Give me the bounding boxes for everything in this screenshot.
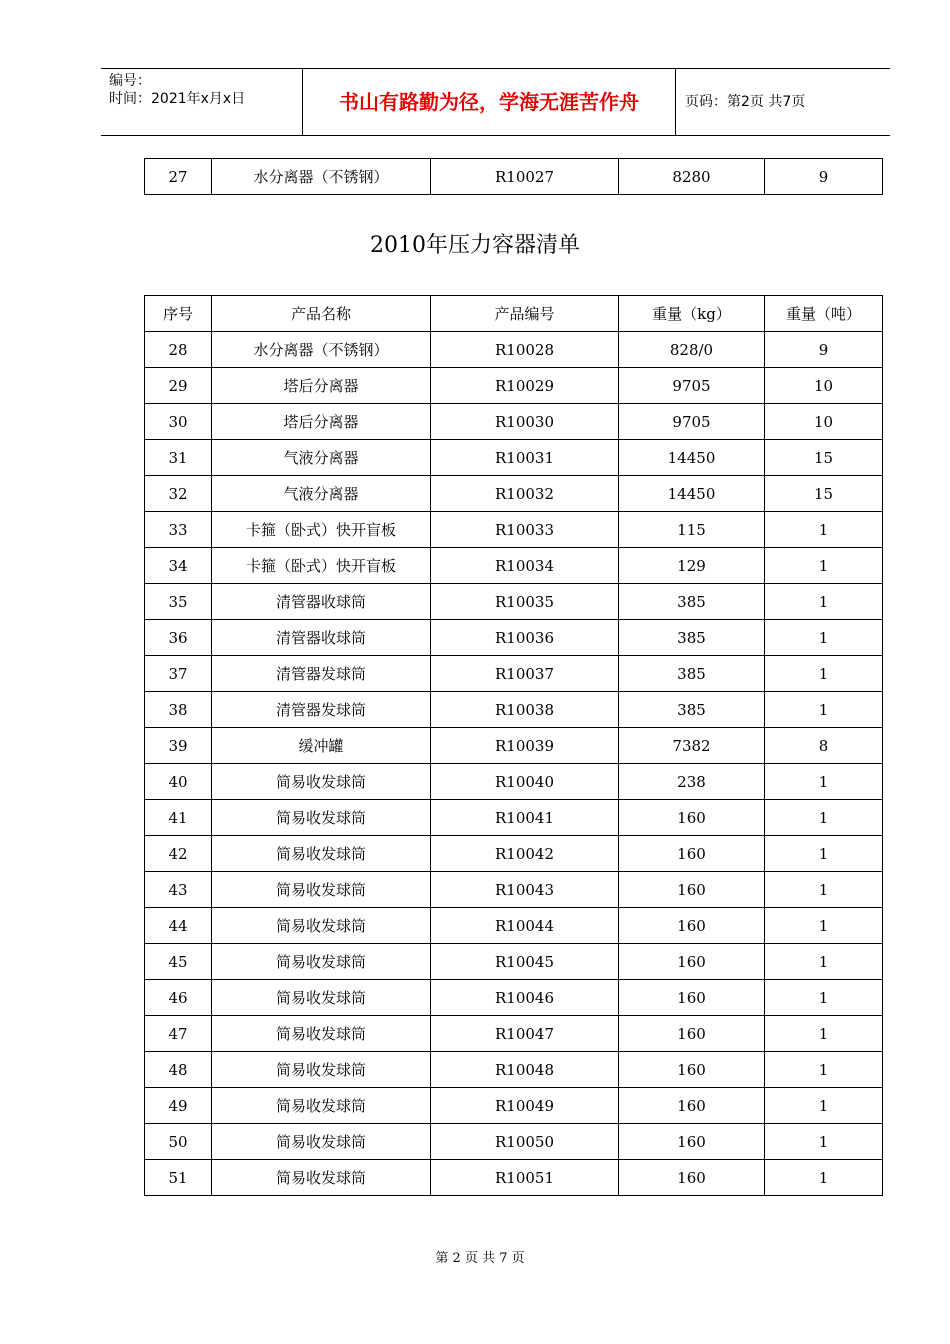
cell-product-name: 简易收发球筒 [212, 1088, 431, 1124]
cell-index: 35 [145, 584, 212, 620]
table-row [145, 159, 883, 195]
table-row [145, 512, 883, 548]
cell-product-name: 水分离器（不锈钢） [212, 159, 431, 195]
cell-weight-kg: 9705 [619, 404, 765, 440]
cell-product-name: 清管器发球筒 [212, 692, 431, 728]
cell-index: 51 [145, 1160, 212, 1196]
cell-weight-kg: 14450 [619, 440, 765, 476]
column-header-weight-kg: 重量（kg） [619, 296, 765, 332]
cell-weight-kg: 160 [619, 944, 765, 980]
cell-weight-kg: 160 [619, 980, 765, 1016]
cell-weight-ton: 1 [765, 944, 883, 980]
cell-weight-kg: 9705 [619, 368, 765, 404]
cell-index: 33 [145, 512, 212, 548]
cell-index: 39 [145, 728, 212, 764]
table-row [145, 944, 883, 980]
cell-weight-kg: 385 [619, 692, 765, 728]
table-row [145, 404, 883, 440]
cell-product-code: R10050 [431, 1124, 619, 1160]
table-row [145, 1052, 883, 1088]
table-row [145, 836, 883, 872]
cell-weight-kg: 160 [619, 872, 765, 908]
cell-product-name: 简易收发球筒 [212, 872, 431, 908]
cell-index: 43 [145, 872, 212, 908]
table-row [145, 980, 883, 1016]
cell-index: 46 [145, 980, 212, 1016]
cell-product-code: R10034 [431, 548, 619, 584]
cell-weight-ton: 1 [765, 1160, 883, 1196]
cell-product-name: 简易收发球筒 [212, 764, 431, 800]
cell-product-code: R10033 [431, 512, 619, 548]
cell-weight-ton: 1 [765, 1016, 883, 1052]
table-row [145, 908, 883, 944]
cell-index: 34 [145, 548, 212, 584]
table-row [145, 548, 883, 584]
cell-product-name: 简易收发球筒 [212, 1160, 431, 1196]
continued-table [144, 158, 883, 195]
cell-weight-kg: 8280 [619, 159, 765, 195]
cell-weight-ton: 1 [765, 620, 883, 656]
cell-weight-ton: 1 [765, 512, 883, 548]
cell-product-code: R10041 [431, 800, 619, 836]
cell-weight-ton: 1 [765, 1124, 883, 1160]
table-row [145, 692, 883, 728]
cell-product-code: R10049 [431, 1088, 619, 1124]
pressure-vessel-table [144, 295, 883, 1196]
cell-product-code: R10028 [431, 332, 619, 368]
cell-index: 28 [145, 332, 212, 368]
cell-index: 42 [145, 836, 212, 872]
cell-product-code: R10029 [431, 368, 619, 404]
document-title: 2010年压力容器清单 [370, 233, 580, 258]
table-row [145, 620, 883, 656]
table-row [145, 332, 883, 368]
cell-index: 48 [145, 1052, 212, 1088]
cell-weight-ton: 9 [765, 159, 883, 195]
cell-weight-kg: 160 [619, 1124, 765, 1160]
cell-weight-kg: 115 [619, 512, 765, 548]
cell-weight-kg: 160 [619, 1016, 765, 1052]
cell-weight-ton: 1 [765, 656, 883, 692]
table-row [145, 584, 883, 620]
cell-weight-ton: 1 [765, 764, 883, 800]
cell-product-code: R10035 [431, 584, 619, 620]
cell-weight-kg: 828/0 [619, 332, 765, 368]
cell-weight-ton: 9 [765, 332, 883, 368]
table-row [145, 368, 883, 404]
cell-weight-ton: 1 [765, 800, 883, 836]
cell-index: 38 [145, 692, 212, 728]
cell-product-code: R10044 [431, 908, 619, 944]
cell-product-code: R10032 [431, 476, 619, 512]
table-row [145, 728, 883, 764]
cell-product-code: R10040 [431, 764, 619, 800]
cell-product-name: 清管器收球筒 [212, 584, 431, 620]
table-row [145, 1124, 883, 1160]
cell-weight-kg: 129 [619, 548, 765, 584]
cell-index: 50 [145, 1124, 212, 1160]
cell-weight-ton: 1 [765, 1088, 883, 1124]
cell-index: 32 [145, 476, 212, 512]
cell-product-code: R10043 [431, 872, 619, 908]
cell-weight-ton: 1 [765, 980, 883, 1016]
cell-product-code: R10038 [431, 692, 619, 728]
table-row [145, 476, 883, 512]
cell-weight-ton: 8 [765, 728, 883, 764]
cell-product-name: 简易收发球筒 [212, 944, 431, 980]
cell-product-name: 简易收发球筒 [212, 1124, 431, 1160]
table-row [145, 764, 883, 800]
cell-weight-ton: 1 [765, 584, 883, 620]
cell-index: 37 [145, 656, 212, 692]
cell-weight-kg: 385 [619, 584, 765, 620]
table-row [145, 1016, 883, 1052]
column-header-product-name: 产品名称 [212, 296, 431, 332]
column-header-index: 序号 [145, 296, 212, 332]
document-time-label: 时间：2021年x月x日 [109, 91, 246, 107]
cell-weight-kg: 160 [619, 1160, 765, 1196]
table-body [145, 332, 883, 1196]
column-header-weight-ton: 重量（吨） [765, 296, 883, 332]
cell-product-name: 气液分离器 [212, 476, 431, 512]
cell-product-name: 卡箍（卧式）快开盲板 [212, 548, 431, 584]
table-row [145, 1088, 883, 1124]
table-row [145, 440, 883, 476]
header-page-info: 页码：第2页 共7页 [685, 94, 806, 110]
cell-product-code: R10039 [431, 728, 619, 764]
cell-product-name: 简易收发球筒 [212, 908, 431, 944]
cell-weight-ton: 10 [765, 404, 883, 440]
cell-index: 30 [145, 404, 212, 440]
cell-product-code: R10030 [431, 404, 619, 440]
table-header-row [145, 296, 883, 332]
cell-index: 31 [145, 440, 212, 476]
page-header [101, 68, 890, 136]
cell-index: 47 [145, 1016, 212, 1052]
cell-product-name: 简易收发球筒 [212, 980, 431, 1016]
cell-index: 45 [145, 944, 212, 980]
cell-weight-ton: 1 [765, 692, 883, 728]
cell-weight-kg: 160 [619, 800, 765, 836]
cell-weight-kg: 7382 [619, 728, 765, 764]
cell-product-code: R10047 [431, 1016, 619, 1052]
cell-product-code: R10031 [431, 440, 619, 476]
cell-product-code: R10037 [431, 656, 619, 692]
cell-product-name: 简易收发球筒 [212, 1052, 431, 1088]
cell-weight-ton: 1 [765, 1052, 883, 1088]
cell-weight-kg: 14450 [619, 476, 765, 512]
cell-index: 27 [145, 159, 212, 195]
cell-product-name: 卡箍（卧式）快开盲板 [212, 512, 431, 548]
cell-index: 41 [145, 800, 212, 836]
cell-product-code: R10046 [431, 980, 619, 1016]
cell-index: 36 [145, 620, 212, 656]
cell-index: 40 [145, 764, 212, 800]
cell-product-name: 清管器收球筒 [212, 620, 431, 656]
cell-weight-kg: 160 [619, 1088, 765, 1124]
cell-product-code: R10036 [431, 620, 619, 656]
header-motto: 书山有路勤为径，学海无涯苦作舟 [302, 69, 676, 135]
cell-product-name: 气液分离器 [212, 440, 431, 476]
cell-index: 44 [145, 908, 212, 944]
table-row [145, 800, 883, 836]
cell-index: 29 [145, 368, 212, 404]
cell-weight-ton: 1 [765, 548, 883, 584]
table-row [145, 872, 883, 908]
header-meta [101, 69, 302, 135]
cell-product-code: R10051 [431, 1160, 619, 1196]
document-number-label: 编号： [109, 73, 151, 89]
cell-product-name: 水分离器（不锈钢） [212, 332, 431, 368]
cell-weight-kg: 160 [619, 836, 765, 872]
cell-product-code: R10048 [431, 1052, 619, 1088]
cell-product-name: 简易收发球筒 [212, 1016, 431, 1052]
cell-weight-ton: 15 [765, 476, 883, 512]
cell-product-code: R10045 [431, 944, 619, 980]
cell-weight-ton: 15 [765, 440, 883, 476]
cell-weight-kg: 385 [619, 620, 765, 656]
cell-weight-ton: 10 [765, 368, 883, 404]
column-header-product-code: 产品编号 [431, 296, 619, 332]
cell-product-name: 缓冲罐 [212, 728, 431, 764]
cell-weight-kg: 385 [619, 656, 765, 692]
cell-weight-kg: 238 [619, 764, 765, 800]
table-row [145, 1160, 883, 1196]
cell-weight-kg: 160 [619, 908, 765, 944]
cell-product-name: 简易收发球筒 [212, 836, 431, 872]
cell-product-code: R10027 [431, 159, 619, 195]
cell-index: 49 [145, 1088, 212, 1124]
cell-product-name: 塔后分离器 [212, 368, 431, 404]
cell-weight-ton: 1 [765, 836, 883, 872]
table-row [145, 656, 883, 692]
cell-product-code: R10042 [431, 836, 619, 872]
cell-weight-ton: 1 [765, 908, 883, 944]
cell-weight-kg: 160 [619, 1052, 765, 1088]
cell-product-name: 清管器发球筒 [212, 656, 431, 692]
cell-product-name: 简易收发球筒 [212, 800, 431, 836]
cell-weight-ton: 1 [765, 872, 883, 908]
cell-product-name: 塔后分离器 [212, 404, 431, 440]
page-footer: 第 2 页 共 7 页 [435, 1251, 525, 1266]
